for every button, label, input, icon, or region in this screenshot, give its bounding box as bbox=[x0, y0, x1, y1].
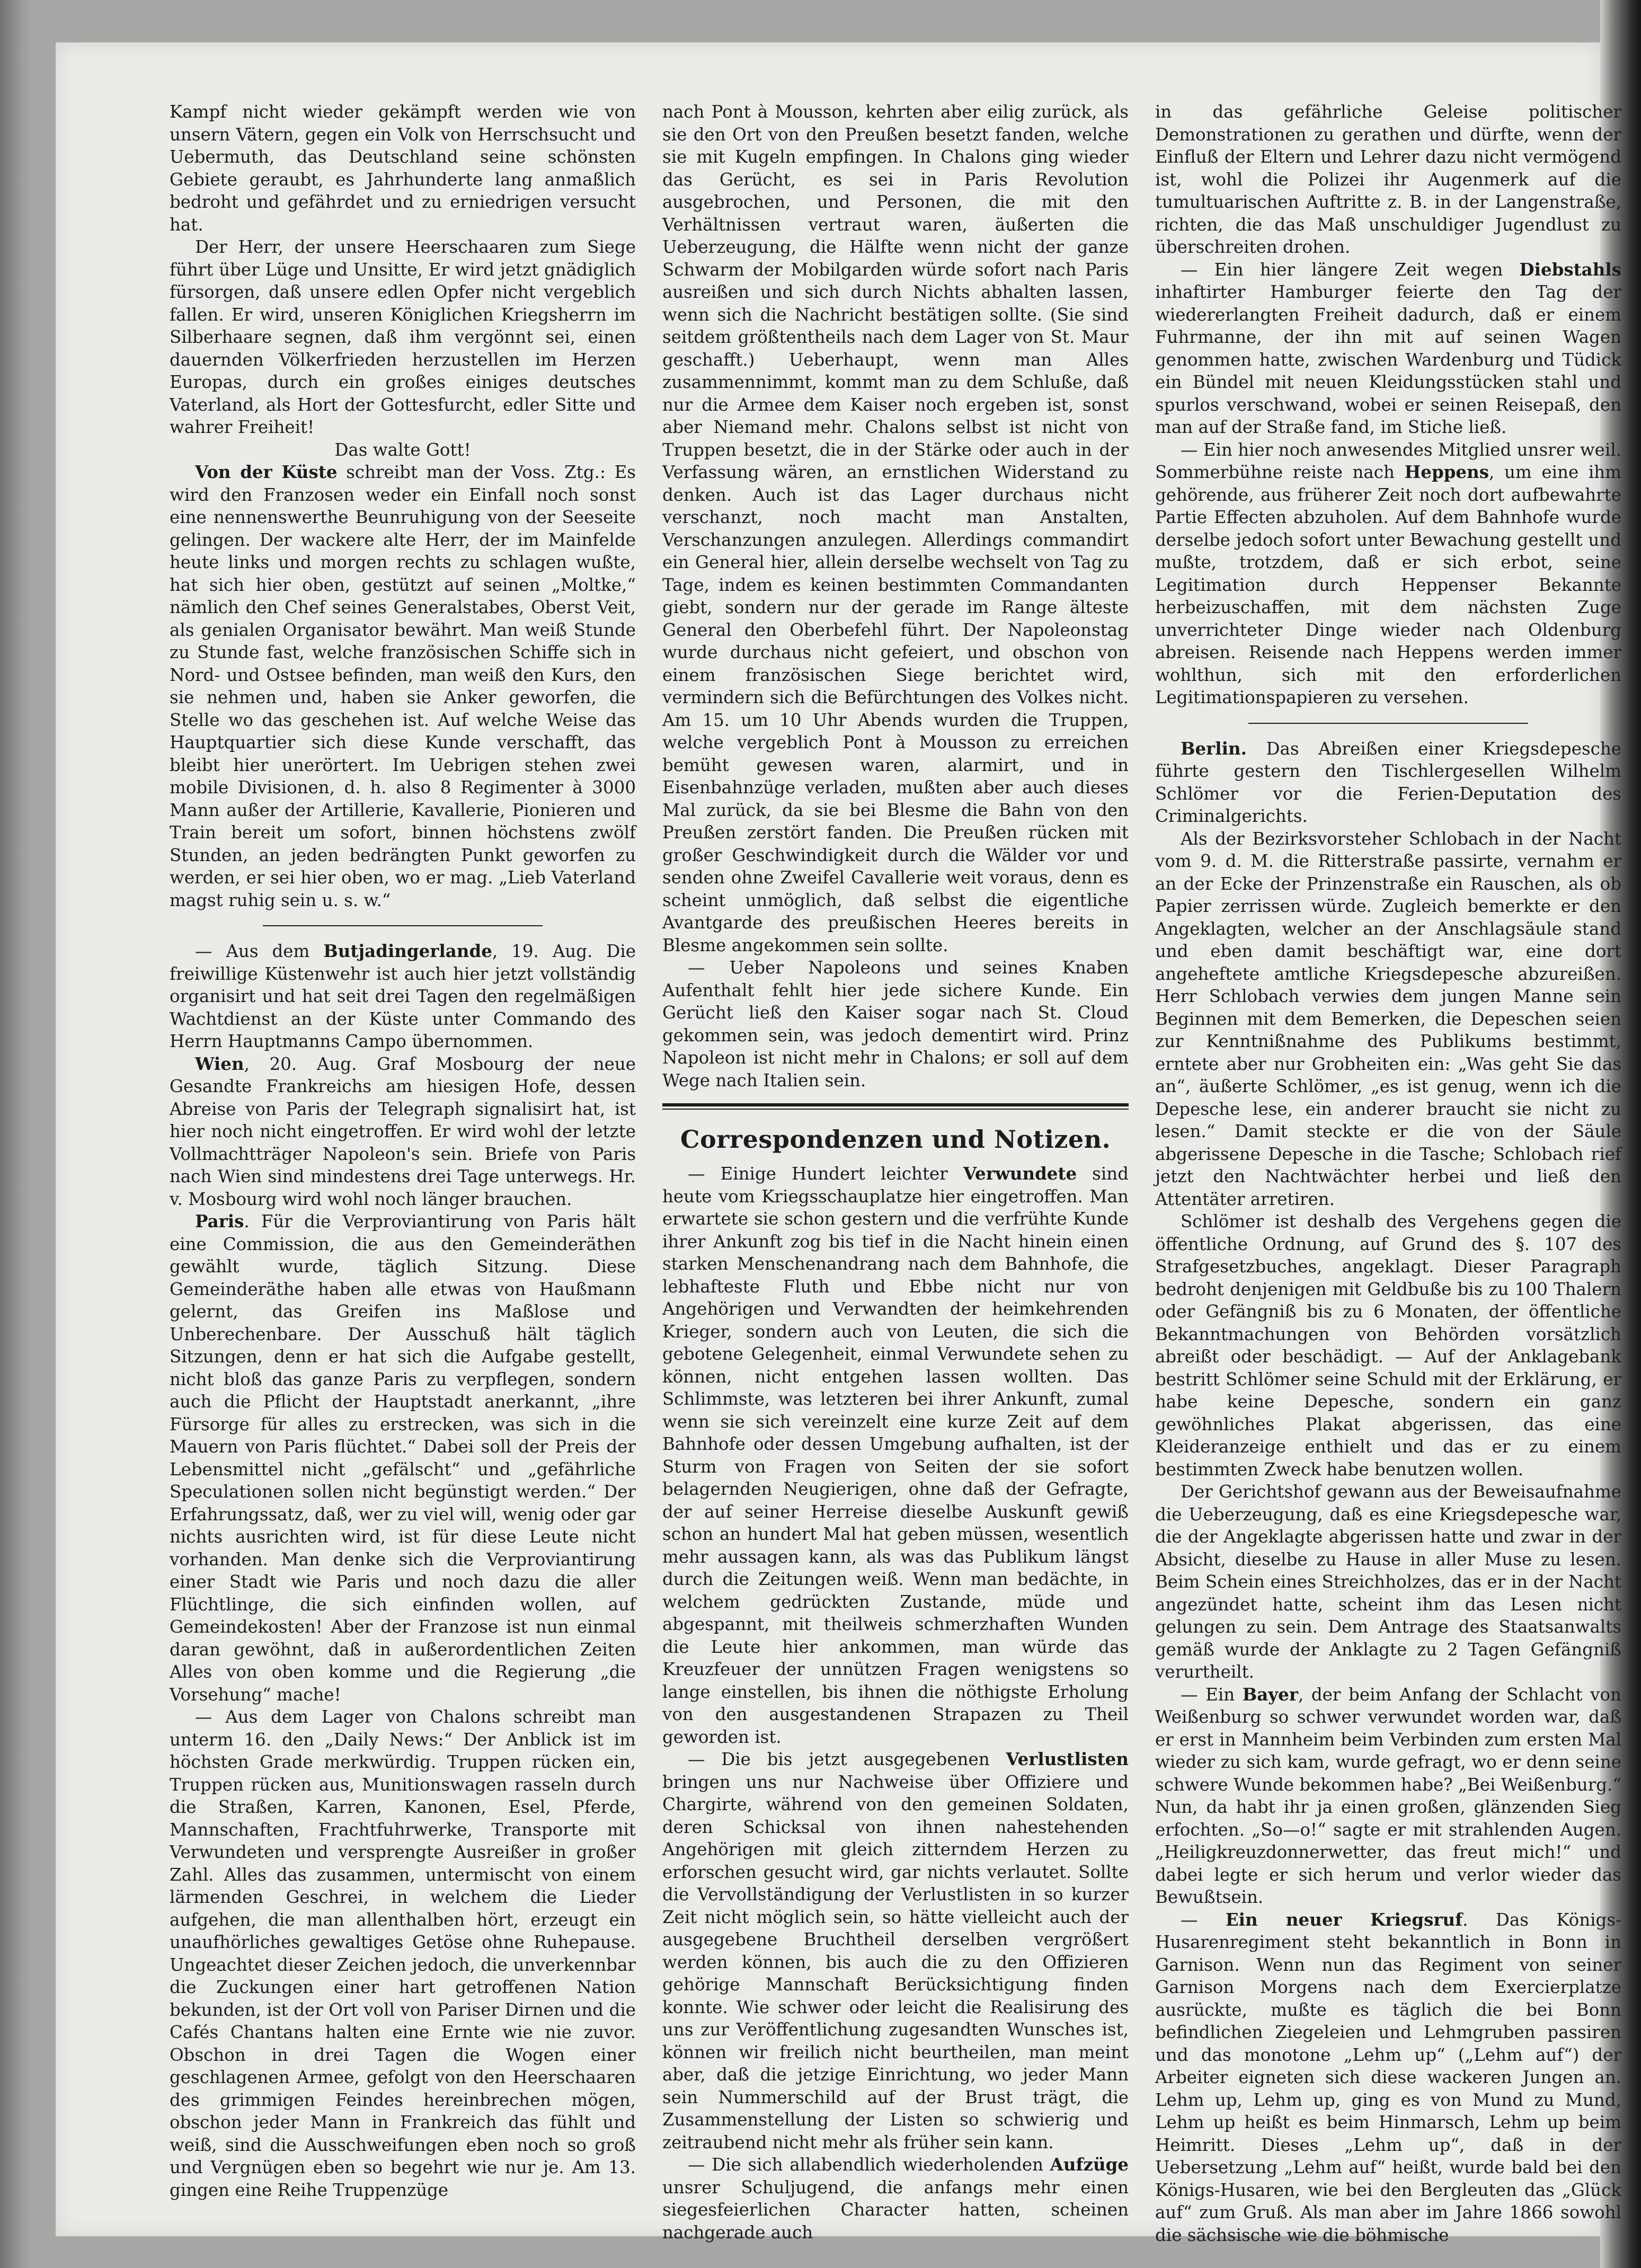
paragraph-text: inhaftirter Hamburger feierte den Tag der wiedererlangten Freiheit dadurch, daß er einem Fuhrmanne, der ihn mit auf seinen Wagen genommen hatte, zwischen Wardenburg und Tüdick ein Bündel mit neuen Kleidungsstücken stahl und spurlos verschwand, wobei er seinen Reisepaß, den man auf der Straße fand, im Stiche ließ. bbox=[1155, 282, 1621, 437]
column-3 bbox=[1155, 101, 1621, 2245]
article-headline: Von der Küste bbox=[195, 462, 338, 482]
column-divider-rule bbox=[662, 1109, 1129, 1110]
column-divider-rule bbox=[662, 1103, 1129, 1106]
article-paragraph bbox=[1155, 738, 1621, 828]
article-headline: Wien bbox=[195, 1053, 244, 1074]
paragraph-prefix: — Ein hier längere Zeit wegen bbox=[1181, 259, 1520, 280]
article-headline: Paris bbox=[195, 1211, 244, 1232]
paragraph-text: — Aus dem Lager von Chalons schreibt man unterm 16. den „Daily News:“ Der Anblick ist im höchsten Grade merkwürdig. Truppen rücken ein, Truppen rücken aus, Munitionswagen rasseln durch die Straßen, Karren, Kanonen, Esel, Pferde, Mannschaften, Frachtfuhrwerke, Transporte mit Verwundeten und versprengte Ausreißer in großer Zahl. Alles das zusammen, untermischt von einem lärmenden Geschrei, in welchem die Lieder aufgehen, die man allenthalben hört, erzeugt ein unaufhörliches gewaltiges Getöse ohne Ruhepause. Ungeachtet dieser Zeichen jedoch, die unverkennbar die Zuckungen einer hart getroffenen Nation bekunden, ist der Ort voll von Pariser Dirnen und die Cafés Chantans halten eine Ernte wie nie zuvor. Obschon in drei Tagen die Wogen einer geschlagenen Armee, gefolgt von den Heerschaaren des grimmigen Feindes hereinbrechen mögen, obschon jeder Mann in Frankreich das fühlt und weiß, sind die Ausschweifungen eben noch so groß und Vergnügen eben so begehrt wie nur je. Am 13. gingen eine Reihe Truppenzüge bbox=[170, 1707, 636, 2200]
paragraph-text: unsrer Schuljugend, die anfangs mehr einen siegesfeierlichen Character hatten, scheinen nachgerade auch bbox=[662, 2177, 1129, 2243]
paragraph-text: sind heute vom Kriegsschauplatze hier eingetroffen. Man erwartete sie schon gestern und die verfrühte Kunde ihrer Ankunft zog bis tief in die Nacht hinein einen starken Menschenandrang nach dem Bahnhofe, die lebhafteste Fluth und Ebbe nicht nur von Angehörigen und Verwandten der heimkehrenden Krieger, sondern auch von Leuten, die sich die gebotene Gelegenheit, einmal Verwundete sehen zu können, nicht entgehen lassen wollten. Das Schlimmste, was letzteren bei ihrer Ankunft, zumal wenn sie sich vereinzelt eine kurze Zeit auf dem Bahnhofe oder dessen Umgebung aufhalten, ist der Sturm von Fragen von Seiten der sie sofort belagernden Neugierigen, ohne daß der Gefragte, der auf seiner Herreise dieselbe Auskunft gewiß schon an hundert Mal hat geben müssen, wesentlich mehr aussagen kann, als was das Publikum längst durch die Zeitungen weiß. Wenn man bedächte, in welchem gedrückten Zustande, müde und abgespannt, mit theilweis schmerzhaften Wunden die Leute hier ankommen, man würde das Kreuzfeuer der unnützen Fragen wenigstens so lange einstellen, bis ihnen die nöthigste Erholung von den ausgestandenen Strapazen zu Theil geworden ist. bbox=[662, 1164, 1129, 1747]
article-paragraph bbox=[1155, 828, 1621, 1211]
article-paragraph bbox=[170, 101, 636, 236]
paragraph-text: , 19. Aug. Die freiwillige Küstenwehr ist auch hier jetzt vollständig organisirt und hat seit drei Tagen den regelmäßigen Wachtdienst an der Küste unter Commando des Herrn Hauptmanns Campo übernommen. bbox=[170, 941, 636, 1051]
article-paragraph bbox=[1155, 1481, 1621, 1684]
article-headline: Bayer bbox=[1242, 1684, 1298, 1705]
article-headline: Aufzüge bbox=[1050, 2154, 1129, 2175]
article-paragraph bbox=[662, 2154, 1129, 2244]
article-headline: Diebstahls bbox=[1519, 259, 1621, 280]
article-paragraph bbox=[170, 439, 636, 462]
column-divider-rule bbox=[263, 925, 543, 926]
paragraph-text: Schlömer ist deshalb des Vergehens gegen die öffentliche Ordnung, auf Grund des §. 107 des Strafgesetzbuches, angeklagt. Dieser Paragraph bedroht denjenigen mit Geldbuße bis zu 100 Thalern oder Gefängniß bis zu 6 Monaten, der öffentliche Bekanntmachungen von Behörden vorsätzlich abreißt oder beschädigt. — Auf der Anklagebank bestritt Schlömer seine Schuld mit der Erklärung, er habe keine Depesche, sondern ein ganz gewöhnliches Plakat abgerissen, das eine Kleideranzeige enthielt und das er zu einem bestimmten Zweck habe benutzen wollen. bbox=[1155, 1211, 1621, 1479]
article-headline: Heppens bbox=[1404, 462, 1489, 482]
article-paragraph bbox=[170, 236, 636, 439]
paragraph-text: in das gefährliche Geleise politischer Demonstrationen zu gerathen und dürfte, wenn der Einfluß der Eltern und Lehrer dazu nicht vermögend ist, wohl die Polizei ihr Augenmerk auf die tumultuarischen Auftritte z. B. in der Langenstraße, richten, die das Maß unschuldiger Jugendlust zu überschreiten drohen. bbox=[1155, 102, 1621, 257]
paragraph-text: , um eine ihm gehörende, aus früherer Zeit noch dort aufbewahrte Partie Effecten abzuholen. Auf dem Bahnhofe wurde derselbe jedoch sofort unter Bewachung gestellt und mußte, trotzdem, daß er sich erbot, seine Legitimation durch Heppenser Bekannte herbeizuschaffen, mit dem nächsten Zuge unverrichteter Dinge wieder nach Oldenburg abreisen. Reisende nach Heppens werden immer wohlthun, sich mit den erforderlichen Legitimationspapieren zu versehen. bbox=[1155, 462, 1621, 707]
paragraph-prefix: — Aus dem bbox=[195, 941, 324, 961]
article-paragraph bbox=[1155, 259, 1621, 439]
paragraph-prefix: — Die sich allabendlich wiederholenden bbox=[688, 2155, 1050, 2175]
paragraph-prefix: — Einige Hundert leichter bbox=[688, 1164, 963, 1184]
section-heading: Correspondenzen und Notizen. bbox=[680, 1125, 1111, 1154]
article-headline: Verwundete bbox=[963, 1163, 1077, 1184]
article-paragraph bbox=[1155, 1909, 1621, 2247]
column-1 bbox=[170, 101, 636, 2210]
article-paragraph bbox=[1155, 439, 1621, 709]
article-headline: Verlustlisten bbox=[1006, 1749, 1129, 1769]
article-paragraph bbox=[1155, 1210, 1621, 1481]
paragraph-text: . Das Königs-Husarenregiment steht bekanntlich in Bonn in Garnison. Wenn nun das Regiment von seiner Garnison Morgens nach dem Exercierplatze ausrückte, mußte es täglich die bei Bonn befindlichen Ziegeleien und Lehmgruben passiren und das monotone „Lehm up“ („Lehm auf“) der Arbeiter eigneten sich diese wackeren Jungen an. Lehm up, Lehm up, ging es von Mund zu Mund, Lehm up heißt es beim Hinmarsch, Lehm up beim Heimritt. Dieses „Lehm up“, daß in der Uebersetzung „Lehm auf“ heißt, wurde bald bei den Königs-Husaren, wie bei den Bergleuten das „Glück auf“ zum Gruß. Als man aber im Jahre 1866 sowohl die sächsische wie die böhmische bbox=[1155, 1909, 1621, 2245]
paragraph-text: schreibt man der Voss. Ztg.: Es wird den Franzosen weder ein Einfall noch sonst eine nennenswerthe Beunruhigung von der Seeseite gelingen. Der wackere alte Herr, der im Mainfelde heute links und morgen rechts zu schlagen wußte, hat sich hier oben, gestützt auf seinen „Moltke,“ nämlich den Chef seines Generalstabes, Oberst Veit, als genialen Organisator bewährt. Man weiß Stunde zu Stunde fast, welche französischen Schiffe sich in Nord- und Ostsee befinden, man weiß den Kurs, den sie nehmen und, haben sie Anker geworfen, die Stelle wo das geschehen ist. Auf welche Weise das Hauptquartier sich diese Kunde verschafft, das bleibt hier unerörtert. Im Uebrigen stehen zwei mobile Divisionen, d. h. also 8 Regimenter à 3000 Mann außer der Artillerie, Kavallerie, Pionieren und Train bereit um sofort, binnen höchstens zwölf Stunden, an jeden bedrängten Punkt geworfen zu werden, er sei hier oben, wo er mag. „Lieb Vaterland magst ruhig sein u. s. w.“ bbox=[170, 462, 636, 910]
paragraph-text: bringen uns nur Nachweise über Offiziere und Chargirte, während von den gemeinen Soldaten, deren Schicksal von ihnen nahestehenden Angehörigen mit gleich zitterndem Herzen zu erforschen gesucht wird, gar nichts verlautet. Sollte die Vervollständigung der Verlustlisten in so kurzer Zeit nicht möglich sein, so hätte vielleicht auch der ausgegebene Bruchtheil derselben vergrößert werden können, bis auch die zu den Offizieren gehörige Mannschaft Berücksichtigung finden konnte. Wie schwer oder leicht die Realisirung des uns zur Veröffentlichung zugesandten Wunsches ist, können wir freilich nicht beurtheilen, man meint aber, daß die jetzige Einrichtung, wo jeder Mann sein Nummerschild auf der Brust trägt, die Zusammenstellung der Listen so schwierig und zeitraubend nicht mehr als früher sein kann. bbox=[662, 1771, 1129, 2152]
article-paragraph bbox=[170, 940, 636, 1053]
column-2 bbox=[662, 101, 1129, 2243]
article-paragraph bbox=[170, 461, 636, 911]
paragraph-text: . Für die Verproviantirung von Paris hält eine Commission, die aus den Gemeinderäthen gewählt wurde, täglich Sitzung. Diese Gemeinderäthe haben alle etwas von Haußmann gelernt, das Greifen ins Maßlose und Unberechenbare. Der Ausschuß hält täglich Sitzungen, denn er hat sich die Aufgabe gestellt, nicht bloß das ganze Paris zu verpflegen, sondern auch die Pflicht der Hauptstadt anerkannt, „ihre Fürsorge für alles zu erstrecken, was sich in die Mauern von Paris flüchtet.“ Dabei soll der Preis der Lebensmittel nicht „gefälscht“ und „gefährliche Speculationen sollen nicht begünstigt werden.“ Der Erfahrungssatz, daß, wer zu viel will, wenig oder gar nichts ausrichten wird, ist für diese Leute nicht vorhanden. Man denke sich die Verproviantirung einer Stadt wie Paris und noch dazu die aller Flüchtlinge, die sich einfinden wollen, auf Gemeindekosten! Aber der Franzose ist nun einmal daran gewöhnt, daß in außerordentlichen Zeiten Alles von oben komme und die Regierung „die Vorsehung“ mache! bbox=[170, 1211, 636, 1705]
paragraph-text: Das Abreißen einer Kriegsdepesche führte gestern den Tischlergesellen Wilhelm Schlömer vor die Ferien-Deputation des Criminalgerichts. bbox=[1155, 738, 1621, 826]
paragraph-text: nach Pont à Mousson, kehrten aber eilig zurück, als sie den Ort von den Preußen besetzt fanden, welche sie mit Kugeln empfingen. In Chalons ging wieder das Gerücht, es sei in Paris Revolution ausgebrochen, und Personen, die mit den Verhältnissen vertraut waren, äußerten die Ueberzeugung, die Hälfte wenn nicht der ganze Schwarm der Mobilgarden würde sofort nach Paris ausreißen und sich durch Nichts abhalten lassen, wenn sich die Nachricht bestätigen sollte. (Sie sind seitdem größtentheils nach dem Lager von St. Maur geschafft.) Ueberhaupt, wenn man Alles zusammennimmt, kommt man zu dem Schluße, daß nur die Armee dem Kaiser noch ergeben ist, sonst aber Niemand mehr. Chalons selbst ist nicht von Truppen besetzt, die in der Stärke oder auch in der Verfassung wären, an ernstlichen Widerstand zu denken. Auch ist das Lager durchaus nicht verschanzt, noch macht man Anstalten, Verschanzungen anzulegen. Allerdings commandirt ein General hier, allein derselbe wechselt von Tag zu Tage, indem es keinen bestimmten Commandanten giebt, sondern nur der gerade im Range älteste General den Oberbefehl führt. Der Napoleonstag wurde durchaus nicht gefeiert, und obschon von einem französischen Siege berichtet wird, vermindern sich die Befürchtungen des Volkes nicht. Am 15. um 10 Uhr Abends wurden die Truppen, welche vergeblich Pont à Mousson zu erreichen bemüht gewesen waren, alarmirt, und in Eisenbahnzüge verladen, mußten aber auch dieses Mal zurück, da sie bei Blesme die Bahn von den Preußen zerstört fanden. Die Preußen rücken mit großer Geschwindigkeit durch die Wälder vor und senden ohne Zweifel Cavallerie weit voraus, denn es scheint unmöglich, daß selbst die eigentliche Avantgarde des preußischen Heeres bereits in Blesme angekommen sein sollte. bbox=[662, 102, 1129, 955]
article-paragraph bbox=[1155, 101, 1621, 259]
article-paragraph bbox=[170, 1210, 636, 1706]
paragraph-text: Als der Bezirksvorsteher Schlobach in der Nacht vom 9. d. M. die Ritterstraße passirte, vernahm er an der Ecke der Prinzenstraße ein Rauschen, als ob Papier zerrissen würde. Zugleich bemerkte er den Angeklagten, welcher an der Anschlagsäule stand und eben damit beschäftigt war, eine dort angeheftete amtliche Kriegsdepesche abzureißen. Herr Schlobach verwies dem jungen Manne sein Beginnen mit dem Bemerken, die Depeschen seien zur Kenntnißnahme des Publikums bestimmt, erntete aber nur Grobheiten ein: „Was geht Sie das an“, äußerte Schlömer, „es ist genug, wenn ich die Depesche lese, ein anderer braucht sie nicht zu lesen.“ Damit steckte er die von der Säule abgerissene Depesche in die Tasche; Schlobach rief jetzt den Nachtwächter herbei und ließ den Attentäter arretiren. bbox=[1155, 828, 1621, 1209]
article-headline: Ein neuer Kriegsruf bbox=[1225, 1909, 1463, 1930]
column-divider-rule bbox=[1248, 723, 1528, 724]
paragraph-prefix: — Ein bbox=[1181, 1684, 1243, 1705]
paragraph-text: Der Herr, der unsere Heerschaaren zum Siege führt über Lüge und Unsitte, Er wird jetzt gnädiglich fürsorgen, daß unsere edlen Opfer nicht vergeblich fallen. Er wird, unseren Königlichen Kriegsherrn im Silberhaare segnen, daß ihm vergönnt sei, einen dauernden Völkerfrieden herzustellen im Herzen Europas, durch ein großes einiges deutsches Vaterland, als Hort der Gottesfurcht, edler Sitte und wahrer Freiheit! bbox=[170, 237, 636, 437]
article-paragraph bbox=[170, 1053, 636, 1211]
article-paragraph bbox=[662, 101, 1129, 956]
article-paragraph bbox=[662, 1163, 1129, 1748]
paragraph-text: Der Gerichtshof gewann aus der Beweisaufnahme die Ueberzeugung, daß es eine Kriegsdepesche war, die der Angeklagte abgerissen hatte und zwar in der Absicht, dieselbe zu Hause in aller Muse zu lesen. Beim Schein eines Streichholzes, das er in der Nacht angezündet hatte, scheint ihm das Lesen nicht gelungen zu sein. Dem Antrage des Staatsanwalts gemäß wurde der Anklagte zu 2 Tagen Gefängniß verurtheilt. bbox=[1155, 1482, 1621, 1682]
paragraph-text: Das walte Gott! bbox=[334, 439, 471, 460]
article-paragraph bbox=[662, 956, 1129, 1092]
paragraph-prefix: — Die bis jetzt ausgegebenen bbox=[688, 1749, 1006, 1769]
article-paragraph bbox=[1155, 1684, 1621, 1909]
article-headline: Butjadingerlande bbox=[323, 941, 492, 961]
paragraph-text: , der beim Anfang der Schlacht von Weißenburg so schwer verwundet worden war, daß er erst in Mannheim beim Verbinden zum ersten Mal wieder zu sich kam, wurde gefragt, wo er denn seine schwere Wunde bekommen habe? „Bei Weißenburg.“ Nun, da habt ihr ja einen großen, glänzenden Sieg erfochten. „So—o!“ sagte er mit strahlenden Augen. „Heiligkreuzdonnerwetter, das freut mich!“ und dabei legte er sich herum und verlor wieder das Bewußtsein. bbox=[1155, 1684, 1621, 1907]
paragraph-text: , 20. Aug. Graf Mosbourg der neue Gesandte Frankreichs am hiesigen Hofe, dessen Abreise von Paris der Telegraph signalisirt hat, ist hier noch nicht eingetroffen. Er wird wohl der letzte Vollmachtträger Napoleon's sein. Briefe von Paris nach Wien sind mindestens drei Tage unterwegs. Hr. v. Mosbourg wird wohl noch länger brauchen. bbox=[170, 1053, 636, 1209]
paragraph-prefix: — Ein hier noch anwesendes Mitglied unsrer weil. Sommerbühne reiste nach bbox=[1155, 439, 1621, 482]
article-headline: Berlin. bbox=[1181, 738, 1247, 759]
paragraph-text: — Ueber Napoleons und seines Knaben Aufenthalt fehlt hier jede sichere Kunde. Ein Gerücht ließ den Kaiser sogar nach St. Cloud gekommen sein, was jedoch dementirt wird. Prinz Napoleon ist nicht mehr in Chalons; er soll auf dem Wege nach Italien sein. bbox=[662, 958, 1129, 1091]
article-paragraph bbox=[170, 1706, 636, 2201]
article-paragraph bbox=[662, 1748, 1129, 2154]
paragraph-text: Kampf nicht wieder gekämpft werden wie von unsern Vätern, gegen ein Volk von Herrschsucht und Uebermuth, das Deutschland seine schönsten Gebiete geraubt, es Jahrhunderte lang anmaßlich bedroht und gefährdet und zu erniedrigen versucht hat. bbox=[170, 102, 636, 235]
paragraph-prefix: — bbox=[1181, 1909, 1226, 1930]
